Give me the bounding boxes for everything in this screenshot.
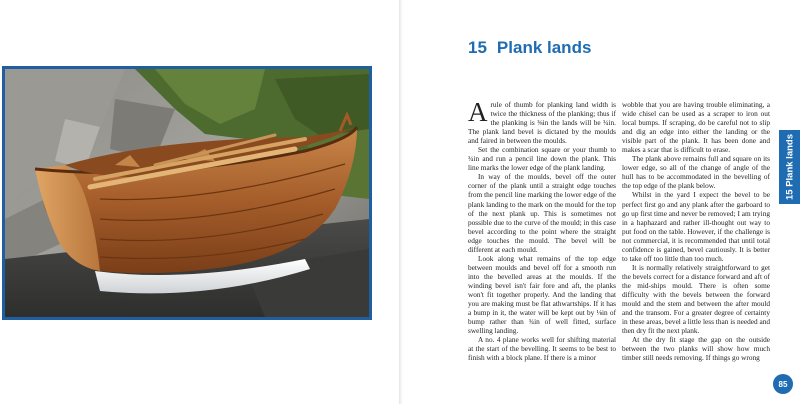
paragraph: The plank above remains full and square on its lower edge, so all of the change of angle of the hull has to be accommodated in the bevelling of the top edge of the plank below. xyxy=(622,154,770,191)
chapter-number: 15 xyxy=(468,38,487,57)
text-column-right xyxy=(622,100,770,362)
paragraph: In way of the moulds, bevel off the outer corner of the plank until a straight edge touches from the pencil line marking the lower edge of the plank landing to the mark on the mould for the top of the next plank up. This is sometimes not possible due to the curve of the mould; in this case bevel according to the point where the straight edge touches the mould. The bevel will be different at each mould. xyxy=(468,172,616,254)
text-column-left xyxy=(468,97,616,363)
chapter-heading xyxy=(468,38,591,58)
drop-cap: A xyxy=(468,97,488,127)
paragraph xyxy=(468,97,616,146)
page-number: 85 xyxy=(773,374,793,394)
paragraph: It is normally relatively straightforward to get the bevels correct for a distance forward and aft of the mid-ships mould. There is often some difficulty with the bevels between the forward mould and the stem and between the after mould and the transom. For a greater degree of certainty in these areas, bevel a little less than is needed and then dry fit the next plank. xyxy=(622,262,770,336)
paragraph: wobble that you are having trouble eliminating, a wide chisel can be used as a scraper to iron out local bumps. If scraping, do be careful not to slip and dig an edge into either the landing or the visible part of the plank. It has been done and makes a scar that is difficult to erase. xyxy=(622,100,770,155)
paragraph-text: rule of thumb for planking land width is twice the thickness of the planking; thus if the planking is ⅜in the lands will be ¾in. The plank land bevel is dictated by the moulds and faired in between the moulds. xyxy=(468,100,616,146)
side-tab-label: 15 Plank lands xyxy=(784,133,795,201)
chapter-side-tab xyxy=(779,130,800,204)
chapter-title: Plank lands xyxy=(496,38,592,57)
paragraph: Whilst in the yard I expect the bevel to be perfect first go and any plank after the garboard to go up first time and never be removed; I am trying in a haphazard and rather ill-thought out way to put food on the table. However, if the challenge is not commercial, it is recommended that until total confidence is gained, bevel cautiously. It is better to take off too little than too much. xyxy=(622,190,770,263)
paragraph: A no. 4 plane works well for shifting material at the start of the bevelling. It seems to be best to finish with a block plane. If there is a minor xyxy=(468,335,616,363)
page-gutter xyxy=(399,0,403,404)
boat-photo xyxy=(2,66,372,320)
boat-photo-illustration xyxy=(5,69,369,317)
paragraph: Look along what remains of the top edge between moulds and bevel off for a smooth run into the bevelled areas at the moulds. If the winding bevel isn't fair fore and aft, the planks won't fit together properly. And the landing that you are making must be flat athwartships. If it has a bump in it, the water will be kept out by ⅛in of bump rather than ¾in of well fitted, surface swelling landing. xyxy=(468,253,616,336)
paragraph: Set the combination square or your thumb to ¾in and run a pencil line down the plank. This line marks the lower edge of the plank landing. xyxy=(468,145,616,173)
paragraph: At the dry fit stage the gap on the outside between the two planks will show how much timber still needs removing. If things go wrong xyxy=(622,335,770,363)
